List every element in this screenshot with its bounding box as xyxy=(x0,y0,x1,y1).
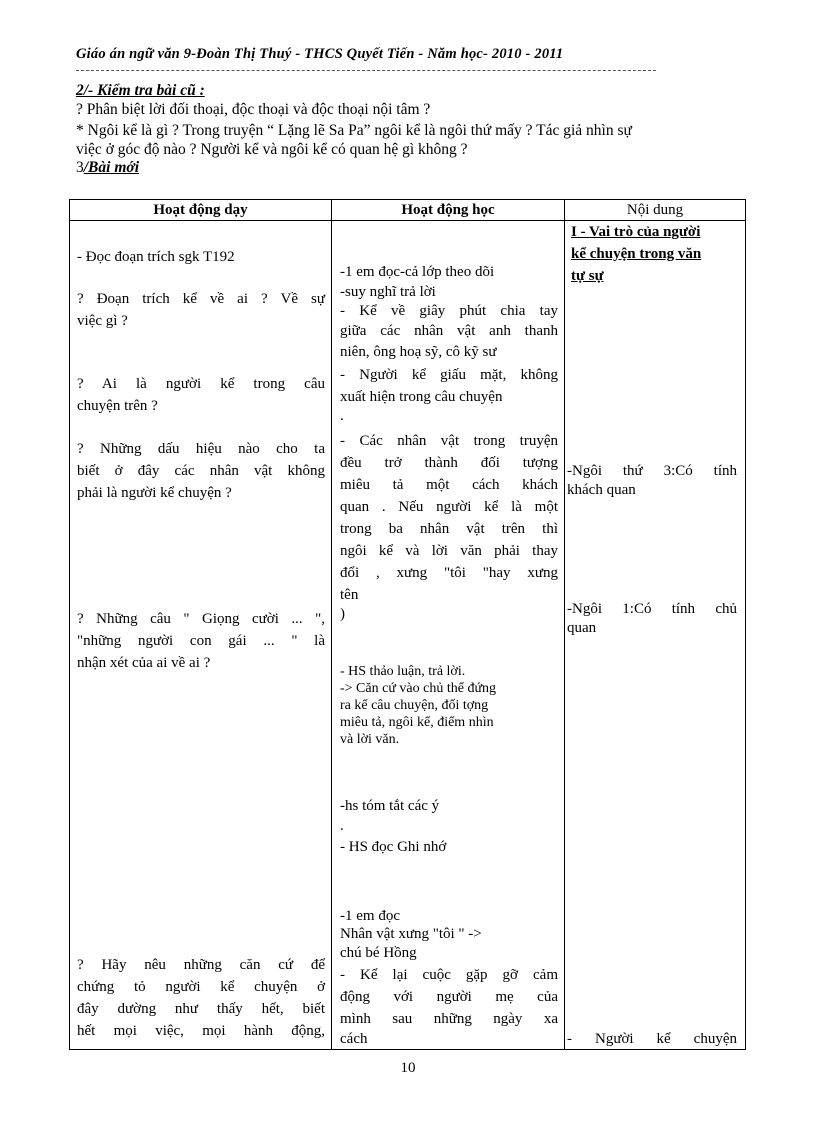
content-line: quan xyxy=(567,620,597,636)
hoc-line: miêu tả một cách khách xyxy=(340,477,558,493)
day-line: chuyện trên ? xyxy=(77,398,158,414)
hoc-line: trong ba nhân vật trên thì xyxy=(340,521,558,537)
hoc-line: đổi , xưng "tôi "hay xưng xyxy=(340,565,558,581)
day-line: "những người con gái ... " là xyxy=(77,633,325,649)
hoc-line: . xyxy=(340,408,344,424)
day-line: - Đọc đoạn trích sgk T192 xyxy=(77,249,235,265)
hoc-line: xuất hiện trong câu chuyện xyxy=(340,389,503,405)
day-line: ? Những dấu hiệu nào cho ta xyxy=(77,441,325,457)
col-teacher-activity xyxy=(70,221,332,1050)
day-line: ? Ai là người kể trong câu xyxy=(77,376,325,392)
day-line: hết mọi việc, mọi hành động, xyxy=(77,1023,325,1039)
header-divider xyxy=(76,70,656,71)
day-line: ? Đoạn trích kể về ai ? Về sự xyxy=(77,291,325,307)
hoc-line: -1 em đọc-cả lớp theo dõi xyxy=(340,264,495,280)
question-2-line-2: việc ở góc độ nào ? Người kể và ngôi kể có quan hệ gì không ? xyxy=(76,141,468,158)
hoc-line: động với người mẹ của xyxy=(340,989,558,1005)
hoc-line: Nhân vật xưng "tôi " -> xyxy=(340,926,482,942)
day-line: phải là người kể chuyện ? xyxy=(77,485,232,501)
hoc-line: -1 em đọc xyxy=(340,908,400,924)
day-line: ? Hãy nêu những căn cứ để xyxy=(77,957,325,973)
hoc-line: quan . Nếu người kể là một xyxy=(340,499,558,515)
content-heading-line: I - Vai trò của người xyxy=(571,224,701,240)
day-line: đây dường như thấy hết, biết xyxy=(77,1001,325,1017)
hoc-line: -> Căn cứ vào chủ thể đứng xyxy=(340,681,497,696)
hoc-line: - Kể về giây phút chia tay xyxy=(340,303,558,319)
content-heading-line: tự sự xyxy=(571,268,604,284)
day-line: nhận xét của ai về ai ? xyxy=(77,655,211,671)
content-line: - Người kể chuyện xyxy=(567,1031,737,1047)
hoc-line: ) xyxy=(340,606,345,622)
content-line: -Ngôi thứ 3:Có tính xyxy=(567,463,737,479)
content-line: khách quan xyxy=(567,482,636,498)
hoc-line: ra kể câu chuyện, đối tợng xyxy=(340,698,489,713)
hoc-line: cách xyxy=(340,1031,368,1047)
header-teacher-activity: Hoạt động dạy xyxy=(70,200,332,221)
header-student-activity: Hoạt động học xyxy=(332,200,565,221)
hoc-line: - Người kể giấu mặt, không xyxy=(340,367,558,383)
content-heading-line: kể chuyện trong văn xyxy=(571,246,702,262)
hoc-line: miêu tả, ngôi kể, điểm nhìn xyxy=(340,715,494,730)
hoc-line: niên, ông hoạ sỹ, cô kỹ sư xyxy=(340,344,497,360)
page-header: Giáo án ngữ văn 9-Đoàn Thị Thuý - THCS Quyết Tiến - Năm học- 2010 - 2011 xyxy=(76,46,564,62)
hoc-line: đều trở thành đối tượng xyxy=(340,455,558,471)
day-line: biết ở đây các nhân vật không xyxy=(77,463,325,479)
section-number: 3 xyxy=(76,159,84,176)
section-label: /Bài mới xyxy=(83,159,140,176)
section-check-old-lesson: 2/- Kiểm tra bài cũ : xyxy=(76,82,205,99)
hoc-line: chú bé Hồng xyxy=(340,945,417,961)
hoc-line: ngôi kể và lời văn phải thay xyxy=(340,543,558,559)
col-content xyxy=(565,221,746,1050)
hoc-line: - Các nhân vật trong truyện xyxy=(340,433,558,449)
section-new-lesson xyxy=(76,159,139,177)
hoc-line: - HS thảo luận, trả lời. xyxy=(340,664,466,679)
header-content: Nội dung xyxy=(565,200,746,221)
day-line: chứng tỏ người kể chuyện ở xyxy=(77,979,325,995)
hoc-line: - HS đọc Ghi nhớ xyxy=(340,839,447,855)
page-number: 10 xyxy=(400,1060,416,1076)
lesson-table xyxy=(69,199,746,1050)
hoc-line: giữa các nhân vật anh thanh xyxy=(340,323,558,339)
col-student-activity xyxy=(332,221,565,1050)
question-1: ? Phân biệt lời đối thoại, độc thoại và độc thoại nội tâm ? xyxy=(76,101,431,118)
hoc-line: -hs tóm tắt các ý xyxy=(340,798,440,814)
hoc-line: mình sau những ngày xa xyxy=(340,1011,558,1027)
day-line: ? Những câu " Giọng cười ... ", xyxy=(77,611,325,627)
hoc-line: . xyxy=(340,818,344,834)
hoc-line: và lời văn. xyxy=(340,732,400,747)
content-line: -Ngôi 1:Có tính chủ xyxy=(567,601,737,617)
hoc-line: - Kể lại cuộc gặp gỡ cảm xyxy=(340,967,558,983)
question-2-line-1: * Ngôi kể là gì ? Trong truyện “ Lặng lẽ Sa Pa” ngôi kể là ngôi thứ mấy ? Tác giả nhìn sự xyxy=(76,122,632,139)
hoc-line: tên xyxy=(340,587,359,603)
day-line: việc gì ? xyxy=(77,313,128,329)
hoc-line: -suy nghĩ trả lời xyxy=(340,284,436,300)
